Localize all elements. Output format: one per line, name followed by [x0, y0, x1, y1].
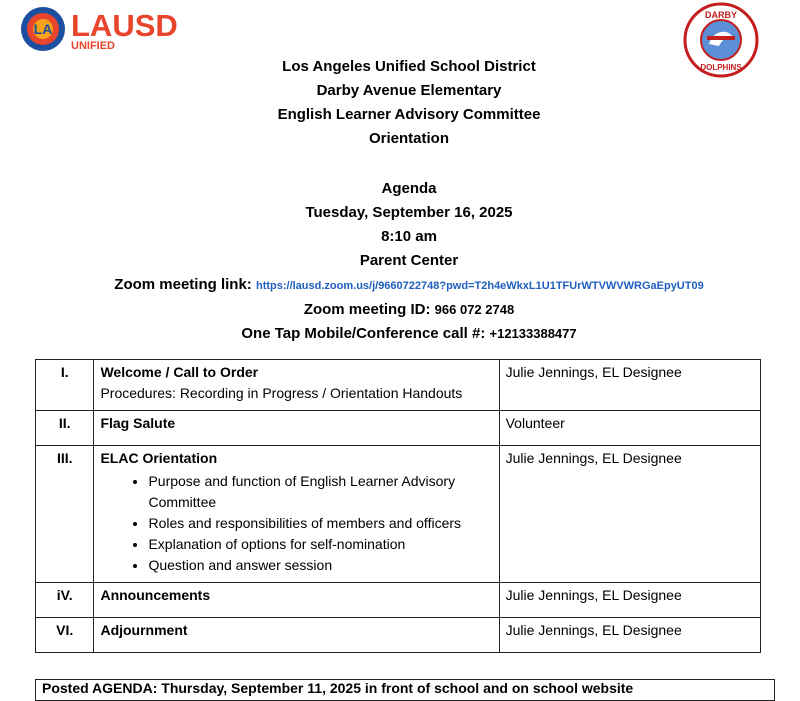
- zoom-id: 966 072 2748: [434, 302, 515, 317]
- posted-notice: Posted AGENDA: Thursday, September 11, 2025 in front of school and on school website: [35, 679, 775, 701]
- row-presenter: Julie Jennings, EL Designee: [499, 360, 760, 411]
- row-title: ELAC Orientation: [100, 450, 218, 466]
- table-row: [36, 411, 761, 446]
- zoom-id-line: [0, 298, 800, 322]
- row-item: [94, 446, 499, 583]
- seal-top-text: DARBY: [704, 10, 738, 20]
- row-presenter: Julie Jennings, EL Designee: [499, 446, 760, 583]
- seal-bottom-text: DOLPHINS: [700, 63, 742, 72]
- district-name: Los Angeles Unified School District: [282, 58, 536, 75]
- meeting-type: Orientation: [368, 130, 449, 147]
- meeting-date: Tuesday, September 16, 2025: [305, 204, 513, 221]
- list-item: • Purpose and function of English Learner Advisory Committee: [148, 471, 492, 513]
- row-title: Flag Salute: [100, 415, 176, 431]
- logo-sub: UNIFIED: [71, 40, 115, 52]
- row-number: II.: [36, 411, 94, 446]
- agenda-label: Agenda: [381, 180, 437, 197]
- row-item: [94, 583, 499, 618]
- phone-number: +12133388477: [489, 326, 577, 341]
- logo-brand: LAUSD: [71, 8, 178, 43]
- logo-initials: LA: [33, 21, 53, 37]
- list-item: • Question and answer session: [148, 555, 492, 576]
- table-row: [36, 446, 761, 583]
- school-name: Darby Avenue Elementary: [316, 82, 502, 99]
- zoom-link-label: Zoom meeting link:: [114, 276, 252, 293]
- committee-name: English Learner Advisory Committee: [277, 106, 541, 123]
- orientation-bullets: [100, 471, 492, 576]
- agenda-table: [35, 359, 761, 653]
- row-number: iV.: [36, 583, 94, 618]
- list-item: • Roles and responsibilities of members and officers: [148, 513, 492, 534]
- row-item: [94, 618, 499, 653]
- row-presenter: Julie Jennings, EL Designee: [499, 583, 760, 618]
- phone-line: [0, 322, 800, 346]
- table-row: [36, 583, 761, 618]
- row-number: III.: [36, 446, 94, 583]
- table-row: [36, 360, 761, 411]
- zoom-link[interactable]: https://lausd.zoom.us/j/9660722748?pwd=T2h4eWkxL1U1TFUrWTVWVWRGaEpyUT09: [255, 280, 704, 292]
- list-item: • Explanation of options for self-nomination: [148, 534, 492, 555]
- row-number: I.: [36, 360, 94, 411]
- meeting-time: 8:10 am: [381, 228, 437, 245]
- lausd-logo: [20, 6, 190, 52]
- meeting-location: Parent Center: [359, 252, 459, 269]
- row-number: VI.: [36, 618, 94, 653]
- phone-label: One Tap Mobile/Conference call #:: [241, 325, 486, 342]
- row-presenter: Julie Jennings, EL Designee: [499, 618, 760, 653]
- row-detail: Procedures: Recording in Progress / Orientation Handouts: [100, 385, 463, 401]
- zoom-link-line: [0, 273, 800, 298]
- row-item: [94, 360, 499, 411]
- row-presenter: Volunteer: [499, 411, 760, 446]
- row-item: [94, 411, 499, 446]
- row-title: Welcome / Call to Order: [100, 364, 259, 380]
- table-row: [36, 618, 761, 653]
- row-title: Adjournment: [100, 622, 188, 638]
- document-header: [0, 55, 800, 346]
- zoom-id-label: Zoom meeting ID:: [303, 301, 431, 318]
- row-title: Announcements: [100, 587, 211, 603]
